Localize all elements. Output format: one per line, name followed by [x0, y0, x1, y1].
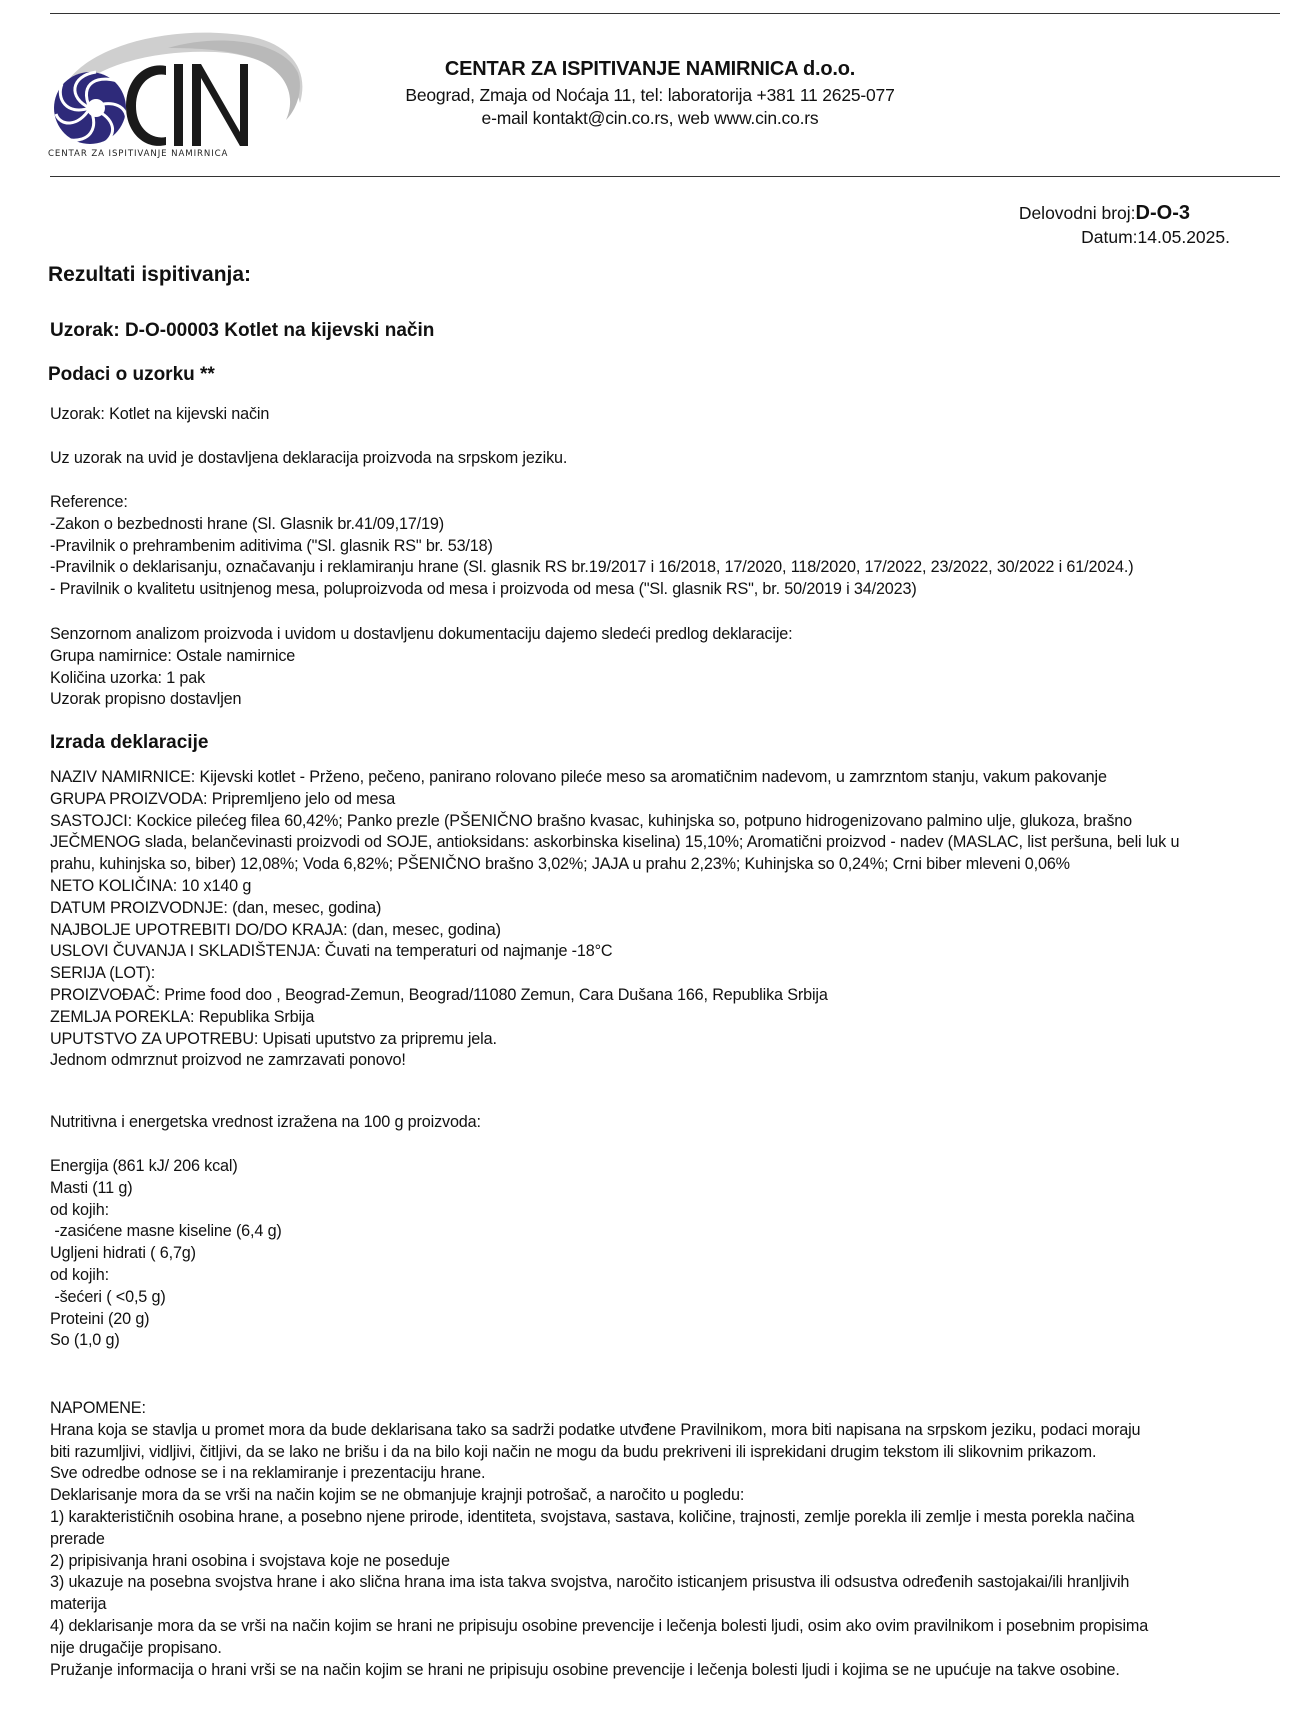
nutrition-block: [50, 1156, 282, 1352]
nutrition-protein: Proteini (20 g): [50, 1309, 150, 1328]
date-row: [980, 226, 1240, 248]
declaration-note: Uz uzorak na uvid je dostavljena deklaracija proizvoda na srpskom jeziku.: [50, 449, 568, 467]
nutrition-carbohydrates: Ugljeni hidrati ( 6,7g): [50, 1244, 196, 1263]
ref-number-row: [980, 200, 1240, 226]
sample-quantity-line: Količina uzorka: 1 pak: [50, 668, 206, 687]
company-name: CENTAR ZA ISPITIVANJE NAMIRNICA d.o.o.: [444, 58, 856, 80]
header-top-rule: [50, 13, 1280, 14]
logo-tagline: CENTAR ZA ISPITIVANJE NAMIRNICA: [48, 149, 229, 158]
letterhead: [360, 58, 940, 129]
cin-logo-graphic: [48, 28, 308, 158]
note-line: nije drugačije propisano.: [50, 1638, 222, 1657]
date-label: Datum:: [1081, 227, 1138, 247]
note-line: prerade: [50, 1529, 105, 1548]
nutrition-fat: Masti (11 g): [50, 1178, 133, 1197]
note-line: Pružanje informacija o hrani vrši se na način kojim se hrani ne pripisuju osobine prevencije i lečenja bolesti ljudi i kojima se ne upućuje na takve osobine.: [50, 1660, 1120, 1679]
company-contact: e-mail kontakt@cin.co.rs, web www.cin.co.rs: [481, 108, 819, 128]
note-line: materija: [50, 1595, 107, 1614]
lot-line: SERIJA (LOT):: [50, 964, 156, 983]
note-line: Deklarisanje mora da se vrši na način kojim se ne obmanjuje krajnji potrošač, a naročito u pogledu:: [50, 1486, 745, 1505]
note-line: 1) karakterističnih osobina hrane, a posebno njene prirode, identiteta, svojstava, sastava, količine, trajnosti, zemlje porekla ili zemlje i mesta porekla načina: [50, 1507, 1135, 1526]
notes-heading: NAPOMENE:: [50, 1399, 146, 1417]
references-block: [50, 492, 1133, 601]
company-address: Beograd, Zmaja od Noćaja 11, tel: laboratorija +381 11 2625-077: [405, 85, 895, 105]
nutrition-of-which: od kojih:: [50, 1265, 109, 1284]
sample-title: Uzorak: D-O-00003 Kotlet na kijevski način: [50, 320, 435, 341]
ref-number-label: Delovodni broj:: [1018, 203, 1136, 223]
note-line: 4) deklarisanje mora da se vrši na način kojim se hrani ne pripisuju osobine prevencije i lečenja bolesti ljudi, osim ako ovim pravilnikom i posebnim propisima: [50, 1616, 1149, 1635]
sample-data-heading: Podaci o uzorku **: [48, 364, 215, 385]
nutrition-sugars: -šećeri ( <0,5 g): [50, 1287, 166, 1306]
freeze-warning-line: Jednom odmrznut proizvod ne zamrzavati ponovo!: [50, 1051, 406, 1070]
usage-instructions-line: UPUTSTVO ZA UPOTREBU: Upisati uputstvo za pripremu jela.: [50, 1029, 497, 1048]
food-group-line: Grupa namirnice: Ostale namirnice: [50, 646, 296, 665]
storage-conditions-line: USLOVI ČUVANJA I SKLADIŠTENJA: Čuvati na temperaturi od najmanje -18°C: [50, 942, 613, 961]
production-date-line: DATUM PROIZVODNJE: (dan, mesec, godina): [50, 898, 382, 917]
logo-swirl-icon: [54, 72, 127, 144]
sample-line: Uzorak: Kotlet na kijevski način: [50, 405, 270, 423]
note-line: biti razumljivi, vidljivi, čitljivi, da se lako ne brišu i da na bilo koji način ne mogu da budu prekriveni ili isprekidani drugim tekstom ili slikovnim prikazom.: [50, 1442, 1097, 1461]
reference-item: -Zakon o bezbednosti hrane (Sl. Glasnik br.41/09,17/19): [50, 514, 444, 533]
country-of-origin-line: ZEMLJA POREKLA: Republika Srbija: [50, 1007, 315, 1026]
product-group-line: GRUPA PROIZVODA: Pripremljeno jelo od mesa: [50, 789, 396, 808]
ref-number-value: D-O-3: [1135, 202, 1190, 224]
note-line: 2) pripisivanja hrani osobina i svojstava koje ne poseduje: [50, 1551, 450, 1570]
document-meta: [980, 200, 1240, 248]
declaration-heading: Izrada deklaracije: [50, 732, 209, 753]
analysis-line: Senzornom analizom proizvoda i uvidom u dostavljenu dokumentaciju dajemo sledeći predlog deklaracije:: [50, 625, 793, 643]
reference-item: -Pravilnik o deklarisanju, označavanju i reklamiranju hrane (Sl. glasnik RS br.19/2017 i 16/2018, 17/2020, 118/2020, 17/2022, 23/2022, 30/2022 i 61/2024.): [50, 558, 1134, 577]
note-line: Sve odredbe odnose se i na reklamiranje i prezentaciju hrane.: [50, 1464, 486, 1483]
reference-item: -Pravilnik o prehrambenim aditivima ("Sl. glasnik RS" br. 53/18): [50, 536, 493, 555]
ingredients-line: SASTOJCI: Kockice pilećeg filea 60,42%; Panko prezle (PŠENIČNO brašno kvasac, kuhinjska so, potpuno hidrogenizovano palmino ulje, glukoza, brašno: [50, 811, 1132, 830]
nutrition-of-which: od kojih:: [50, 1200, 109, 1219]
notes-block: [50, 1398, 1148, 1681]
date-value: 14.05.2025.: [1137, 227, 1230, 247]
note-line: Hrana koja se stavlja u promet mora da bude deklarisana tako sa sadrži podatke utvđene Pravilnikom, mora biti napisana na srpskom jeziku, podaci moraju: [50, 1420, 1141, 1439]
nutrition-saturated-fat: -zasićene masne kiseline (6,4 g): [50, 1222, 282, 1241]
net-quantity-line: NETO KOLIČINA: 10 x140 g: [50, 876, 252, 895]
references-label: Reference:: [50, 493, 128, 511]
declaration-block: [50, 767, 1179, 1072]
logo-letters: [126, 64, 248, 146]
sample-delivery-line: Uzorak propisno dostavljen: [50, 690, 242, 709]
ingredients-line: JEČMENOG slada, belančevinasti proizvodi od SOJE, antioksidans: askorbinska kiselina) 15,10%; Aromatični proizvod - nadev (MASLAC, list peršuna, beli luk u: [50, 833, 1180, 852]
nutrition-intro: Nutritivna i energetska vrednost izražena na 100 g proizvoda:: [50, 1113, 481, 1131]
food-name-line: NAZIV NAMIRNICE: Kijevski kotlet - Prženo, pečeno, panirano rolovano pileće meso sa aromatičnim nadevom, u zamrzntom stanju, vakum pakovanje: [50, 768, 1107, 786]
producer-line: PROIZVOĐAČ: Prime food doo , Beograd-Zemun, Beograd/11080 Zemun, Cara Dušana 166, Republika Srbija: [50, 985, 828, 1004]
results-title: Rezultati ispitivanja:: [48, 263, 252, 286]
note-line: 3) ukazuje na posebna svojstva hrane i ako slična hrana ima ista takva svojstva, naročito isticanjem prisustva ili odsustva određenih sastojakai/ili hranljivih: [50, 1573, 1130, 1592]
nutrition-salt: So (1,0 g): [50, 1331, 120, 1350]
header-bottom-rule: [50, 176, 1280, 177]
best-before-line: NAJBOLJE UPOTREBITI DO/DO KRAJA: (dan, mesec, godina): [50, 920, 501, 939]
analysis-block: [50, 624, 793, 711]
reference-item: - Pravilnik o kvalitetu usitnjenog mesa, poluproizvoda od mesa i proizvoda od mesa ("Sl. glasnik RS", br. 50/2019 i 34/2023): [50, 580, 917, 599]
cin-logo: [48, 28, 308, 158]
nutrition-energy: Energija (861 kJ/ 206 kcal): [50, 1157, 238, 1175]
ingredients-line: prahu, kuhinjska so, biber) 12,08%; Voda 6,82%; PŠENIČNO brašno 3,02%; JAJA u prahu 2,23%; Kuhinjska so 0,24%; Crni biber mleveni 0,06%: [50, 855, 1070, 874]
